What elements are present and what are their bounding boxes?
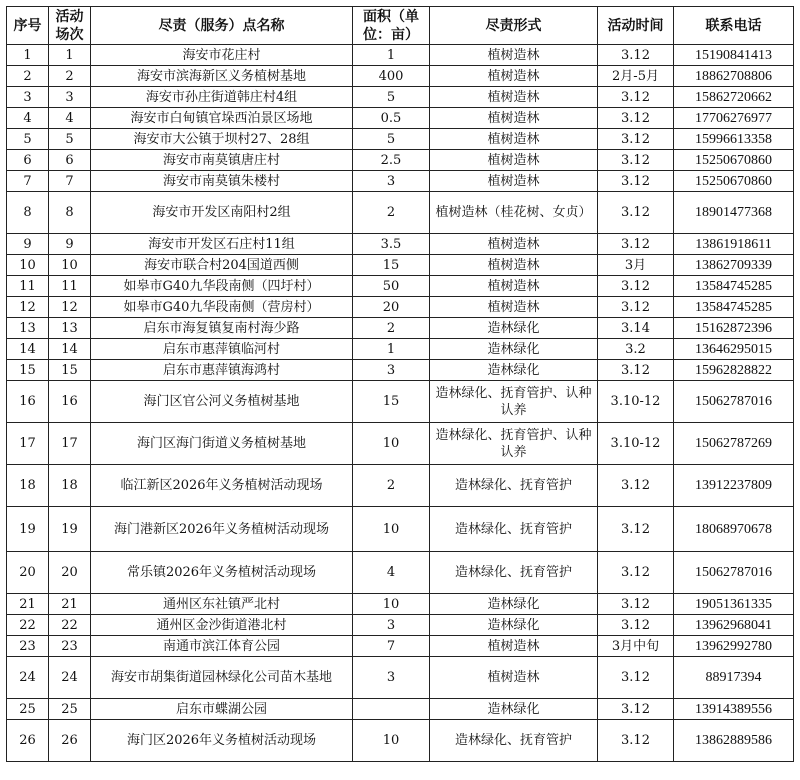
cell-area: 50: [353, 276, 430, 297]
cell-place: 临江新区2026年义务植树活动现场: [91, 465, 353, 507]
cell-phone: 15062787016: [674, 381, 794, 423]
header-phone: 联系电话: [674, 7, 794, 45]
cell-phone: 13862889586: [674, 720, 794, 762]
cell-session: 17: [49, 423, 91, 465]
cell-area: 1: [353, 339, 430, 360]
cell-place: 海门区官公河义务植树基地: [91, 381, 353, 423]
table-row: [7, 507, 794, 552]
cell-time: 3.12: [598, 699, 674, 720]
table-row: [7, 720, 794, 762]
cell-time: 3.12: [598, 108, 674, 129]
cell-phone: 13861918611: [674, 234, 794, 255]
cell-time: 3.12: [598, 234, 674, 255]
cell-seq: 24: [7, 657, 49, 699]
cell-form: 植树造林: [430, 297, 598, 318]
cell-session: 1: [49, 45, 91, 66]
cell-place: 海安市南莫镇唐庄村: [91, 150, 353, 171]
cell-phone: 18862708806: [674, 66, 794, 87]
cell-form: 造林绿化、抚育管护: [430, 507, 598, 552]
cell-session: 21: [49, 594, 91, 615]
cell-area: 400: [353, 66, 430, 87]
cell-form: 植树造林: [430, 255, 598, 276]
cell-area: 10: [353, 594, 430, 615]
cell-time: 3.12: [598, 507, 674, 552]
cell-session: 3: [49, 87, 91, 108]
cell-time: 3.12: [598, 87, 674, 108]
cell-session: 4: [49, 108, 91, 129]
cell-area: 15: [353, 381, 430, 423]
table-row: [7, 615, 794, 636]
cell-form: 植树造林: [430, 150, 598, 171]
cell-phone: 15996613358: [674, 129, 794, 150]
table-row: [7, 297, 794, 318]
table-row: [7, 234, 794, 255]
cell-session: 6: [49, 150, 91, 171]
cell-area: [353, 699, 430, 720]
cell-place: 启东市惠萍镇临河村: [91, 339, 353, 360]
table-row: [7, 465, 794, 507]
cell-form: 造林绿化: [430, 699, 598, 720]
cell-area: 7: [353, 636, 430, 657]
cell-place: 通州区东社镇严北村: [91, 594, 353, 615]
header-seq: 序号: [7, 7, 49, 45]
cell-time: 3.12: [598, 465, 674, 507]
table-row: [7, 45, 794, 66]
cell-time: 3.12: [598, 129, 674, 150]
cell-time: 3.12: [598, 594, 674, 615]
cell-phone: 13584745285: [674, 297, 794, 318]
table-row: [7, 192, 794, 234]
cell-session: 9: [49, 234, 91, 255]
table-row: [7, 171, 794, 192]
cell-area: 3: [353, 657, 430, 699]
cell-form: 植树造林: [430, 657, 598, 699]
cell-form: 造林绿化: [430, 339, 598, 360]
header-place: 尽责（服务）点名称: [91, 7, 353, 45]
cell-seq: 17: [7, 423, 49, 465]
cell-seq: 11: [7, 276, 49, 297]
cell-session: 11: [49, 276, 91, 297]
cell-phone: 18068970678: [674, 507, 794, 552]
cell-session: 16: [49, 381, 91, 423]
cell-area: 20: [353, 297, 430, 318]
cell-seq: 7: [7, 171, 49, 192]
cell-time: 3月中旬: [598, 636, 674, 657]
cell-session: 24: [49, 657, 91, 699]
cell-seq: 18: [7, 465, 49, 507]
cell-form: 造林绿化、抚育管护: [430, 552, 598, 594]
cell-area: 3: [353, 615, 430, 636]
cell-area: 2: [353, 318, 430, 339]
table-row: [7, 129, 794, 150]
cell-form: 植树造林: [430, 66, 598, 87]
cell-form: 造林绿化、抚育管护、认种认养: [430, 381, 598, 423]
table-row: [7, 552, 794, 594]
cell-form: 造林绿化、抚育管护、认种认养: [430, 423, 598, 465]
cell-session: 8: [49, 192, 91, 234]
cell-form: 造林绿化、抚育管护: [430, 465, 598, 507]
cell-seq: 22: [7, 615, 49, 636]
cell-session: 15: [49, 360, 91, 381]
cell-place: 海门区海门街道义务植树基地: [91, 423, 353, 465]
cell-area: 1: [353, 45, 430, 66]
cell-area: 2: [353, 465, 430, 507]
cell-place: 海安市胡集街道园林绿化公司苗木基地: [91, 657, 353, 699]
cell-place: 海安市花庄村: [91, 45, 353, 66]
cell-session: 12: [49, 297, 91, 318]
cell-form: 植树造林（桂花树、女贞）: [430, 192, 598, 234]
cell-area: 5: [353, 129, 430, 150]
cell-seq: 2: [7, 66, 49, 87]
table-row: [7, 594, 794, 615]
cell-area: 0.5: [353, 108, 430, 129]
cell-place: 南通市滨江体育公园: [91, 636, 353, 657]
cell-seq: 4: [7, 108, 49, 129]
cell-form: 造林绿化: [430, 615, 598, 636]
cell-session: 7: [49, 171, 91, 192]
cell-form: 植树造林: [430, 129, 598, 150]
cell-phone: 13646295015: [674, 339, 794, 360]
cell-seq: 10: [7, 255, 49, 276]
cell-time: 3.2: [598, 339, 674, 360]
cell-seq: 5: [7, 129, 49, 150]
table-row: [7, 339, 794, 360]
cell-area: 4: [353, 552, 430, 594]
cell-phone: 15962828822: [674, 360, 794, 381]
cell-time: 3.10-12: [598, 381, 674, 423]
cell-seq: 12: [7, 297, 49, 318]
table-row: [7, 360, 794, 381]
cell-form: 造林绿化、抚育管护: [430, 720, 598, 762]
cell-seq: 15: [7, 360, 49, 381]
cell-phone: 18901477368: [674, 192, 794, 234]
cell-phone: 13962992780: [674, 636, 794, 657]
table-row: [7, 66, 794, 87]
cell-seq: 26: [7, 720, 49, 762]
cell-place: 如皋市G40九华段南侧（四圩村）: [91, 276, 353, 297]
cell-time: 3.12: [598, 720, 674, 762]
cell-session: 13: [49, 318, 91, 339]
cell-place: 海安市开发区石庄村11组: [91, 234, 353, 255]
cell-form: 造林绿化: [430, 360, 598, 381]
header-area: 面积（单位：亩）: [353, 7, 430, 45]
cell-session: 22: [49, 615, 91, 636]
header-row: [7, 7, 794, 45]
cell-place: 海安市孙庄街道韩庄村4组: [91, 87, 353, 108]
cell-session: 5: [49, 129, 91, 150]
cell-session: 2: [49, 66, 91, 87]
cell-form: 植树造林: [430, 108, 598, 129]
table-row: [7, 318, 794, 339]
cell-area: 5: [353, 87, 430, 108]
cell-phone: 88917394: [674, 657, 794, 699]
header-time: 活动时间: [598, 7, 674, 45]
cell-place: 海门港新区2026年义务植树活动现场: [91, 507, 353, 552]
cell-session: 23: [49, 636, 91, 657]
cell-place: 常乐镇2026年义务植树活动现场: [91, 552, 353, 594]
table-row: [7, 276, 794, 297]
cell-time: 3月: [598, 255, 674, 276]
cell-place: 如皋市G40九华段南侧（营房村）: [91, 297, 353, 318]
cell-place: 启东市惠萍镇海鸿村: [91, 360, 353, 381]
table-row: [7, 657, 794, 699]
cell-place: 海安市大公镇于坝村27、28组: [91, 129, 353, 150]
cell-session: 18: [49, 465, 91, 507]
cell-area: 3.5: [353, 234, 430, 255]
cell-seq: 1: [7, 45, 49, 66]
cell-session: 19: [49, 507, 91, 552]
cell-form: 植树造林: [430, 276, 598, 297]
cell-phone: 13962968041: [674, 615, 794, 636]
cell-place: 海安市滨海新区义务植树基地: [91, 66, 353, 87]
table-row: [7, 699, 794, 720]
table-row: [7, 255, 794, 276]
cell-area: 15: [353, 255, 430, 276]
cell-seq: 23: [7, 636, 49, 657]
cell-form: 造林绿化: [430, 318, 598, 339]
cell-phone: 15162872396: [674, 318, 794, 339]
table-row: [7, 150, 794, 171]
cell-place: 海门区2026年义务植树活动现场: [91, 720, 353, 762]
cell-form: 植树造林: [430, 87, 598, 108]
cell-time: 3.12: [598, 150, 674, 171]
cell-place: 海安市联合村204国道西侧: [91, 255, 353, 276]
cell-area: 10: [353, 720, 430, 762]
cell-place: 海安市南莫镇朱楼村: [91, 171, 353, 192]
table-row: [7, 381, 794, 423]
cell-seq: 3: [7, 87, 49, 108]
cell-area: 3: [353, 171, 430, 192]
cell-phone: 15062787016: [674, 552, 794, 594]
cell-session: 26: [49, 720, 91, 762]
header-form: 尽责形式: [430, 7, 598, 45]
cell-phone: 13912237809: [674, 465, 794, 507]
cell-time: 2月-5月: [598, 66, 674, 87]
cell-phone: 15862720662: [674, 87, 794, 108]
tree-planting-table: [6, 6, 794, 762]
cell-area: 2: [353, 192, 430, 234]
cell-phone: 17706276977: [674, 108, 794, 129]
cell-seq: 19: [7, 507, 49, 552]
cell-phone: 13862709339: [674, 255, 794, 276]
cell-form: 植树造林: [430, 234, 598, 255]
cell-phone: 15250670860: [674, 150, 794, 171]
cell-phone: 13584745285: [674, 276, 794, 297]
cell-seq: 9: [7, 234, 49, 255]
cell-seq: 21: [7, 594, 49, 615]
cell-seq: 20: [7, 552, 49, 594]
cell-place: 通州区金沙街道港北村: [91, 615, 353, 636]
cell-form: 造林绿化: [430, 594, 598, 615]
cell-time: 3.12: [598, 552, 674, 594]
cell-time: 3.10-12: [598, 423, 674, 465]
table-body: [7, 45, 794, 762]
cell-seq: 8: [7, 192, 49, 234]
cell-time: 3.12: [598, 615, 674, 636]
cell-time: 3.14: [598, 318, 674, 339]
cell-area: 10: [353, 507, 430, 552]
cell-session: 14: [49, 339, 91, 360]
cell-seq: 14: [7, 339, 49, 360]
cell-session: 10: [49, 255, 91, 276]
cell-phone: 15190841413: [674, 45, 794, 66]
table-row: [7, 108, 794, 129]
cell-place: 海安市开发区南阳村2组: [91, 192, 353, 234]
table-row: [7, 87, 794, 108]
cell-time: 3.12: [598, 171, 674, 192]
cell-area: 3: [353, 360, 430, 381]
cell-time: 3.12: [598, 360, 674, 381]
cell-form: 植树造林: [430, 45, 598, 66]
cell-place: 海安市白甸镇官垛西泊景区场地: [91, 108, 353, 129]
table-row: [7, 423, 794, 465]
cell-seq: 13: [7, 318, 49, 339]
cell-phone: 19051361335: [674, 594, 794, 615]
cell-phone: 13914389556: [674, 699, 794, 720]
cell-place: 启东市海复镇复南村海少路: [91, 318, 353, 339]
cell-time: 3.12: [598, 297, 674, 318]
cell-time: 3.12: [598, 45, 674, 66]
table-row: [7, 636, 794, 657]
cell-area: 10: [353, 423, 430, 465]
cell-time: 3.12: [598, 192, 674, 234]
cell-area: 2.5: [353, 150, 430, 171]
cell-phone: 15062787269: [674, 423, 794, 465]
cell-session: 25: [49, 699, 91, 720]
cell-place: 启东市蝶湖公园: [91, 699, 353, 720]
cell-form: 植树造林: [430, 171, 598, 192]
cell-seq: 25: [7, 699, 49, 720]
cell-phone: 15250670860: [674, 171, 794, 192]
cell-time: 3.12: [598, 657, 674, 699]
header-session: 活动场次: [49, 7, 91, 45]
cell-form: 植树造林: [430, 636, 598, 657]
cell-seq: 16: [7, 381, 49, 423]
cell-session: 20: [49, 552, 91, 594]
cell-time: 3.12: [598, 276, 674, 297]
cell-seq: 6: [7, 150, 49, 171]
